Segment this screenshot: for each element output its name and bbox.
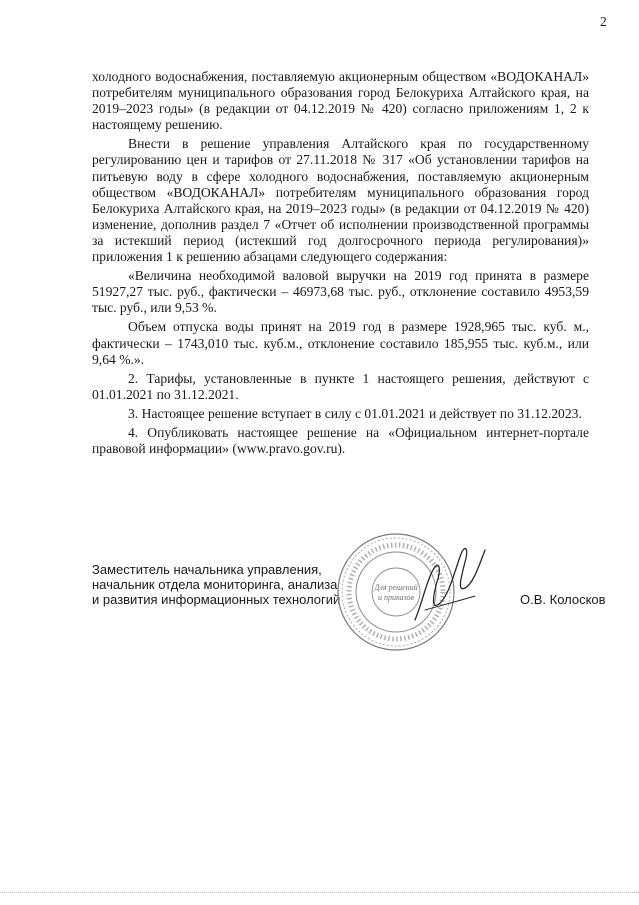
paragraph-item-3: 3. Настоящее решение вступает в силу с 01.01.2021 и действует по 31.12.2023.: [128, 405, 582, 421]
position-line: начальник отдела мониторинга, анализа: [92, 577, 338, 592]
position-line: Заместитель начальника управления,: [92, 562, 322, 577]
scan-edge-line: [0, 892, 639, 893]
paragraph-revenue: «Величина необходимой валовой выручки на 2019 год принята в размере 51927,27 тыс. руб., фактически – 46973,68 тыс. руб., отклонение составило 4953,59 тыс. руб., или 9,53 %.: [92, 268, 589, 316]
paragraph-water-volume: Объем отпуска воды принят на 2019 год в размере 1928,965 тыс. куб. м., фактически – 1743,010 тыс. куб.м., отклонение составило 185,955 тыс. куб.м., или 9,64 %.».: [92, 319, 589, 367]
handwritten-signature: [405, 530, 495, 640]
document-body: [92, 69, 589, 460]
signatory-name: О.В. Колосков: [520, 592, 606, 607]
paragraph-item-2: 2. Тарифы, установленные в пункте 1 настоящего решения, действуют с 01.01.2021 по 31.12.2021.: [92, 370, 589, 402]
paragraph-item-4: 4. Опубликовать настоящее решение на «Официальном интернет-портале правовой информации» (www.pravo.gov.ru).: [92, 424, 589, 457]
page-number: 2: [600, 14, 607, 29]
paragraph-amendment: Внести в решение управления Алтайского края по государственному регулированию цен и тарифов от 27.11.2018 № 317 «Об установлении тарифов на питьевую воду в сфере холодного водоснабжения, поставляемую акционерным обществом «ВОДОКАНАЛ» потребителям муниципального образования город Белокуриха Алтайского края, на 2019–2023 годы» (в редакции от 04.12.2019 № 420) изменение, дополнив раздел 7 «Отчет об исполнении производственной программы за истекший период (истекший год долгосрочного периода регулирования)» приложения 1 к решению абзацами следующего содержания:: [92, 136, 589, 265]
seal-text-line2: и приказов: [377, 593, 415, 602]
seal-text-line1: Для решений: [374, 583, 418, 592]
paragraph-continuation: холодного водоснабжения, поставляемую акционерным обществом «ВОДОКАНАЛ» потребителям муниципального образования город Белокуриха Алтайского края, на 2019–2023 годы» (в редакции от 04.12.2019 № 420) согласно приложениям 1, 2 к настоящему решению.: [92, 69, 589, 133]
position-line: и развития информационных технологий: [92, 592, 341, 607]
